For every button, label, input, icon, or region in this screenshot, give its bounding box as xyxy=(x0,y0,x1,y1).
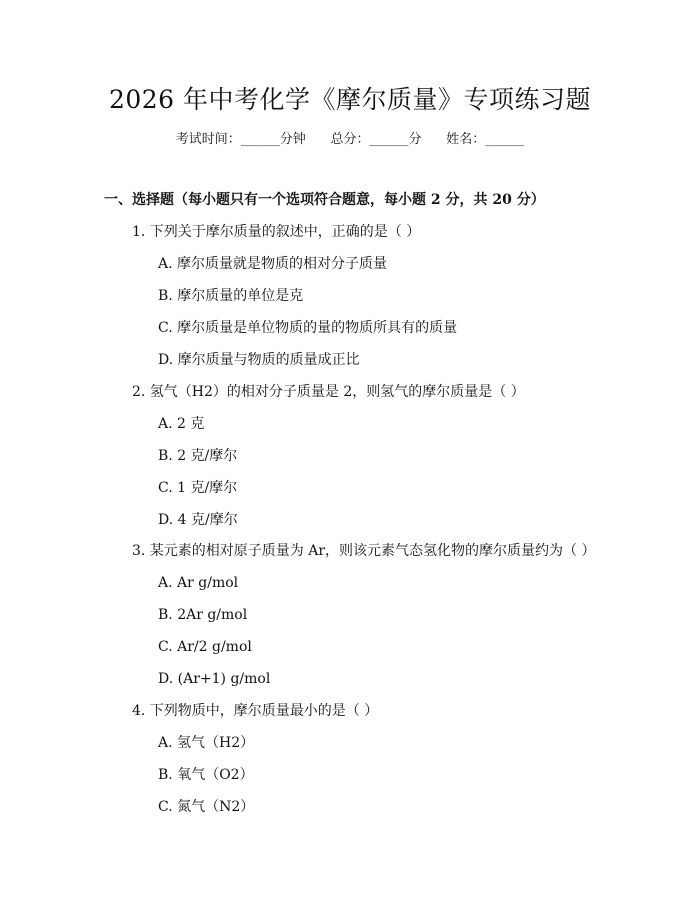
question-3-option-a: A. Ar g/mol xyxy=(158,575,239,591)
question-3-option-d: D. (Ar+1) g/mol xyxy=(158,671,271,687)
question-1-option-a: A. 摩尔质量就是物质的相对分子质量 xyxy=(158,256,388,272)
question-3-option-b: B. 2Ar g/mol xyxy=(158,607,248,623)
question-3-stem: 3. 某元素的相对原子质量为 Ar，则该元素气态氢化物的摩尔质量约为（ ） xyxy=(132,543,596,559)
question-1-stem: 1. 下列关于摩尔质量的叙述中，正确的是（ ） xyxy=(132,224,421,240)
question-2-option-d: D. 4 克/摩尔 xyxy=(158,512,238,528)
section-heading: 一、选择题（每小题只有一个选项符合题意，每小题 2 分，共 20 分） xyxy=(104,192,545,208)
question-2-option-a: A. 2 克 xyxy=(158,416,205,432)
question-3-option-c: C. Ar/2 g/mol xyxy=(158,639,252,655)
question-2-option-c: C. 1 克/摩尔 xyxy=(158,480,238,496)
question-2-stem: 2. 氢气（H2）的相对分子质量是 2，则氢气的摩尔质量是（ ） xyxy=(132,384,525,400)
page-title: 2026 年中考化学《摩尔质量》专项练习题 xyxy=(108,85,592,114)
exam-info-line: 考试时间：______分钟 总分：______分 姓名：______ xyxy=(175,132,525,147)
question-1-option-d: D. 摩尔质量与物质的质量成正比 xyxy=(158,352,360,368)
question-1-option-b: B. 摩尔质量的单位是克 xyxy=(158,288,304,304)
question-1-option-c: C. 摩尔质量是单位物质的量的物质所具有的质量 xyxy=(158,320,458,336)
question-4-option-b: B. 氧气（O2） xyxy=(158,767,254,783)
question-4-stem: 4. 下列物质中，摩尔质量最小的是（ ） xyxy=(132,703,379,719)
question-4-option-a: A. 氢气（H2） xyxy=(158,735,255,751)
question-4-option-c: C. 氮气（N2） xyxy=(158,799,255,815)
question-2-option-b: B. 2 克/摩尔 xyxy=(158,448,238,464)
